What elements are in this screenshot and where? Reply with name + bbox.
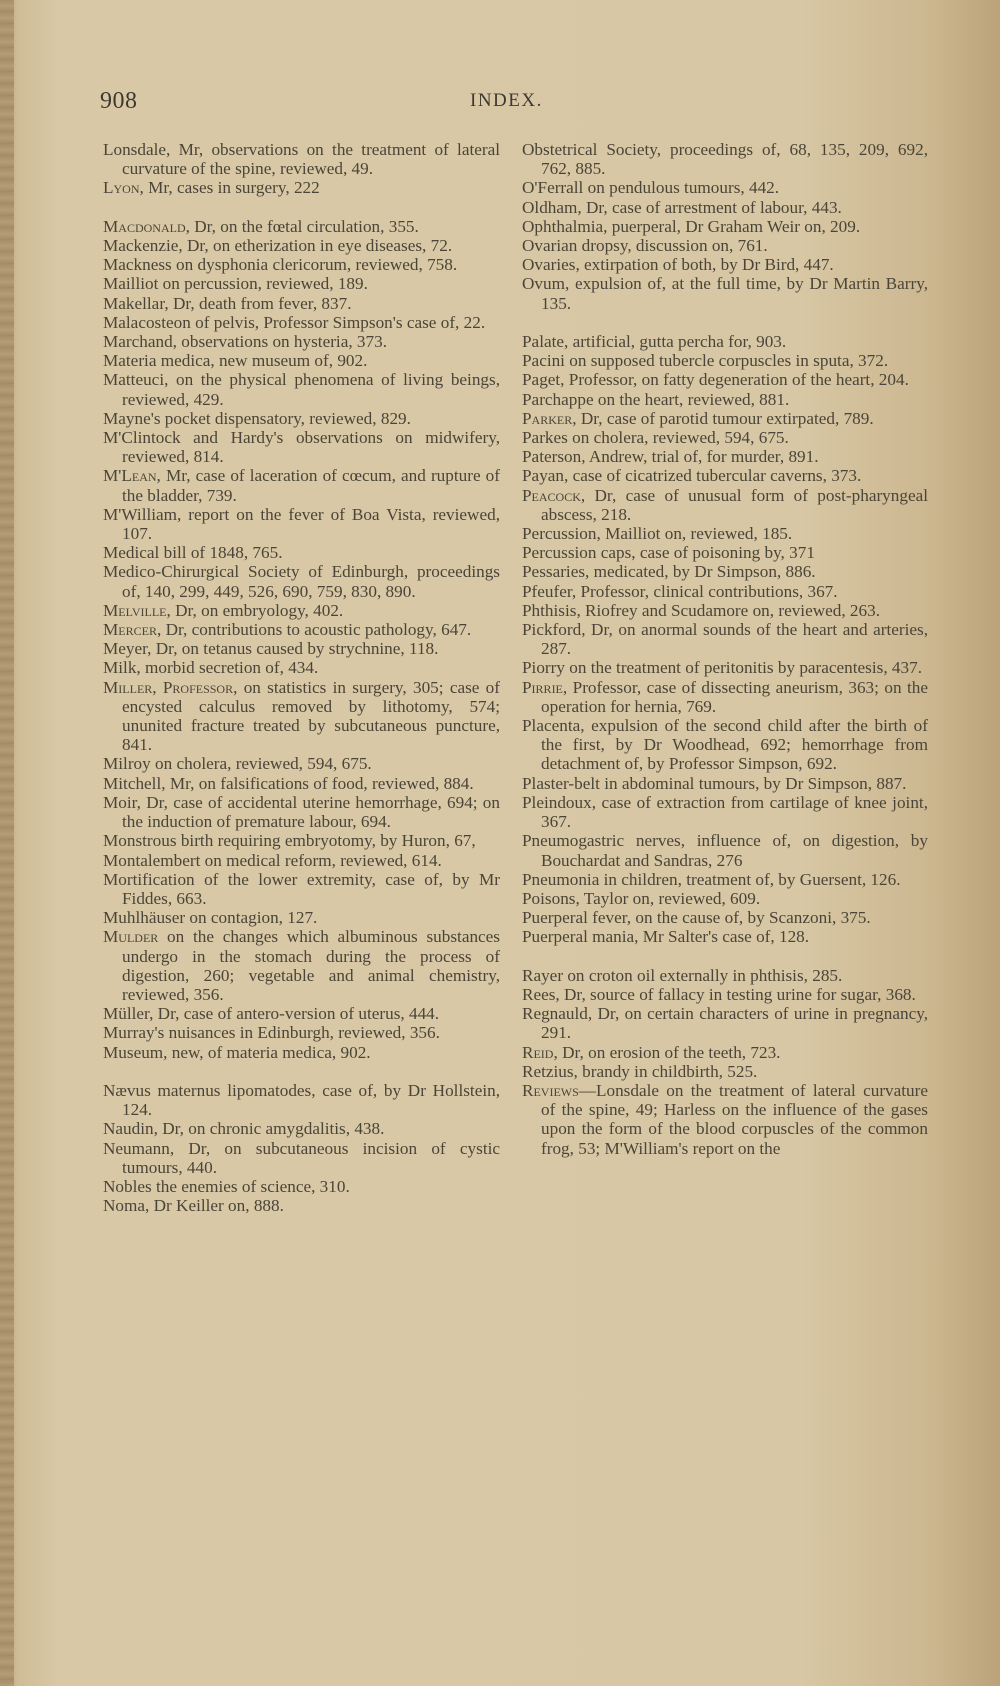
entry-text: O'Ferrall on pendulous tumours, 442. <box>522 178 780 198</box>
entry-text: on the changes which albuminous substances undergo in the stomach during the process of digestion, 260; vegetable and animal chemistry, reviewed, 356. <box>122 927 500 1004</box>
index-entry <box>522 351 928 370</box>
index-entry <box>522 274 928 312</box>
index-entry <box>522 774 928 793</box>
index-entry <box>522 620 928 658</box>
index-entry <box>522 966 928 985</box>
index-entry <box>103 908 500 927</box>
entry-text: Muhlhäuser on contagion, 127. <box>103 908 318 928</box>
index-entry <box>103 562 500 600</box>
entry-text: Paterson, Andrew, trial of, for murder, 891. <box>522 447 819 467</box>
index-entry <box>522 543 928 562</box>
index-entry <box>103 1043 500 1062</box>
entry-text: Percussion caps, case of poisoning by, 371 <box>522 543 815 563</box>
entry-heading: Reviews <box>522 1080 579 1100</box>
index-column-right <box>522 140 928 1158</box>
index-entry <box>103 1196 500 1215</box>
index-entry <box>103 1004 500 1023</box>
entry-text: Oldham, Dr, case of arrestment of labour, 443. <box>522 197 842 217</box>
entry-text: Paget, Professor, on fatty degeneration of the heart, 204. <box>522 370 909 390</box>
index-entry <box>522 524 928 543</box>
entry-text: Ovum, expulsion of, at the full time, by Dr Martin Barry, 135. <box>522 274 928 313</box>
entry-text: Rees, Dr, source of fallacy in testing urine for sugar, 368. <box>522 984 916 1004</box>
entry-heading: Parker <box>522 408 573 428</box>
index-entry <box>103 505 500 543</box>
entry-text: Ovarian dropsy, discussion on, 761. <box>522 236 768 256</box>
entry-text: Moir, Dr, case of accidental uterine hemorrhage, 694; on the induction of premature labour, 694. <box>103 792 500 832</box>
entry-text: Milroy on cholera, reviewed, 594, 675. <box>103 754 372 774</box>
entry-text: Obstetrical Society, proceedings of, 68, 135, 209, 692, 762, 885. <box>522 140 928 179</box>
entry-text: Neumann, Dr, on subcutaneous incision of cystic tumours, 440. <box>103 1138 500 1177</box>
entry-heading: Macdonald <box>103 216 186 236</box>
index-entry <box>103 774 500 793</box>
entry-text: Payan, case of cicatrized tubercular caverns, 373. <box>522 466 862 486</box>
index-entry <box>522 466 928 485</box>
entry-heading: Mercer <box>103 620 157 640</box>
index-entry <box>103 313 500 332</box>
entry-text: Rayer on croton oil externally in phthisis, 285. <box>522 965 843 985</box>
index-entry <box>103 140 500 178</box>
entry-text: , Dr, case of unusual form of post-pharyngeal abscess, 218. <box>541 485 928 524</box>
entry-text: Makellar, Dr, death from fever, 837. <box>103 293 352 313</box>
index-entry <box>522 1081 928 1158</box>
entry-text: , Professor, case of dissecting aneurism, 363; on the operation for hernia, 769. <box>541 677 928 716</box>
index-entry <box>103 543 500 562</box>
index-entry <box>103 678 500 755</box>
entry-heading: Reid <box>522 1042 554 1062</box>
index-entry <box>522 236 928 255</box>
running-head: INDEX. <box>470 90 543 111</box>
index-entry <box>522 140 928 178</box>
entry-text: , Dr, case of parotid tumour extirpated, 789. <box>572 408 874 428</box>
entry-text: Plaster-belt in abdominal tumours, by Dr Simpson, 887. <box>522 773 907 793</box>
index-entry <box>103 927 500 1004</box>
entry-text: , Dr, contributions to acoustic pathology, 647. <box>156 620 472 640</box>
entry-text: Pneumogastric nerves, influence of, on digestion, by Bouchardat and Sandras, 276 <box>522 831 928 870</box>
entry-text: Meyer, Dr, on tetanus caused by strychnine, 118. <box>103 639 439 659</box>
entry-text: M'William, report on the fever of Boa Vista, reviewed, 107. <box>103 504 500 544</box>
entry-text: Pleindoux, case of extraction from cartilage of knee joint, 367. <box>522 792 928 832</box>
entry-text: Retzius, brandy in childbirth, 525. <box>522 1061 758 1081</box>
index-entry <box>522 678 928 716</box>
entry-text: Murray's nuisances in Edinburgh, reviewed, 356. <box>103 1023 440 1043</box>
entry-text: , Dr, on erosion of the teeth, 723. <box>553 1042 781 1062</box>
entry-text: Poisons, Taylor on, reviewed, 609. <box>522 888 761 908</box>
entry-text: , on statistics in surgery, 305; case of encysted calculus removed by lithotomy, 574; ununited fracture treated by subcutaneous puncture, 841. <box>122 677 500 755</box>
entry-text: Milk, morbid secretion of, 434. <box>103 658 319 678</box>
index-entry <box>103 870 500 908</box>
index-entry <box>103 658 500 677</box>
entry-text: Placenta, expulsion of the second child after the birth of the first, by Dr Woodhead, 692; hemorrhage from detachment of, by Professor Simpson, 692. <box>522 716 928 774</box>
index-entry <box>103 1119 500 1138</box>
index-entry <box>103 409 500 428</box>
entry-text: Piorry on the treatment of peritonitis by paracentesis, 437. <box>522 658 922 678</box>
index-entry <box>522 255 928 274</box>
index-entry <box>103 1139 500 1177</box>
entry-text: Monstrous birth requiring embryotomy, by Huron, 67, <box>103 831 476 851</box>
entry-text: Pacini on supposed tubercle corpuscles in sputa, 372. <box>522 351 889 371</box>
section-gap <box>522 313 928 332</box>
index-entry <box>103 1081 500 1119</box>
index-entry <box>522 870 928 889</box>
index-entry <box>103 639 500 658</box>
entry-text: Matteuci, on the physical phenomena of living beings, reviewed, 429. <box>103 370 500 409</box>
entry-text: Mackenzie, Dr, on etherization in eye diseases, 72. <box>103 236 453 255</box>
index-entry <box>103 217 500 236</box>
index-entry <box>103 466 500 504</box>
index-entry <box>522 908 928 927</box>
entry-text: Marchand, observations on hysteria, 373. <box>103 332 388 352</box>
index-entry <box>522 428 928 447</box>
entry-heading: Pirrie <box>522 677 563 697</box>
index-entry <box>103 851 500 870</box>
entry-text: Pfeufer, Professor, clinical contributions, 367. <box>522 581 838 601</box>
entry-text: Medical bill of 1848, 765. <box>103 543 283 563</box>
index-entry <box>522 178 928 197</box>
entry-text: Ovaries, extirpation of both, by Dr Bird, 447. <box>522 255 834 275</box>
index-entry <box>103 793 500 831</box>
index-column-left <box>103 140 500 1215</box>
entry-text: Mayne's pocket dispensatory, reviewed, 829. <box>103 408 411 428</box>
entry-heading: Lyon <box>103 178 140 198</box>
entry-heading: Miller, Professor <box>103 677 234 697</box>
entry-heading: Peacock <box>522 485 581 505</box>
entry-heading: Mulder <box>103 927 159 947</box>
index-entry <box>103 428 500 466</box>
index-entry <box>522 1004 928 1042</box>
index-entry <box>103 601 500 620</box>
index-entry <box>522 447 928 466</box>
index-entry <box>522 601 928 620</box>
entry-text: Parchappe on the heart, reviewed, 881. <box>522 389 790 409</box>
entry-text: Phthisis, Riofrey and Scudamore on, reviewed, 263. <box>522 600 881 620</box>
entry-text: Museum, new, of materia medica, 902. <box>103 1042 371 1062</box>
section-gap <box>103 1062 500 1081</box>
page-gutter <box>0 0 14 1686</box>
index-entry <box>522 1043 928 1062</box>
entry-text: Montalembert on medical reform, reviewed, 614. <box>103 850 442 870</box>
page-header <box>100 88 930 118</box>
index-entry <box>522 332 928 351</box>
entry-text: , Dr, on embryology, 402. <box>166 600 344 620</box>
entry-text: Mailliot on percussion, reviewed, 189. <box>103 274 368 294</box>
index-entry <box>522 562 928 581</box>
index-entry <box>522 927 928 946</box>
index-entry <box>103 1177 500 1196</box>
index-entry <box>103 274 500 293</box>
index-entry <box>522 1062 928 1081</box>
entry-text: Percussion, Mailliot on, reviewed, 185. <box>522 524 793 544</box>
entry-text: Mortification of the lower extremity, case of, by Mr Fiddes, 663. <box>103 869 500 908</box>
index-entry <box>522 486 928 524</box>
entry-text: Regnauld, Dr, on certain characters of urine in pregnancy, 291. <box>522 1004 928 1043</box>
entry-text: Puerperal mania, Mr Salter's case of, 128. <box>522 927 810 947</box>
entry-text: Müller, Dr, case of antero-version of uterus, 444. <box>103 1004 440 1024</box>
index-entry <box>522 390 928 409</box>
index-entry <box>103 294 500 313</box>
index-entry <box>103 351 500 370</box>
index-entry <box>522 409 928 428</box>
entry-text: Parkes on cholera, reviewed, 594, 675. <box>522 428 789 448</box>
index-entry <box>522 370 928 389</box>
section-gap <box>103 198 500 217</box>
entry-heading: M'Lean <box>103 466 157 486</box>
index-entry <box>522 985 928 1004</box>
entry-text: Palate, artificial, gutta percha for, 903. <box>522 332 787 352</box>
entry-text: Mackness on dysphonia clericorum, reviewed, 758. <box>103 255 458 275</box>
index-entry <box>522 582 928 601</box>
index-entry <box>103 236 500 255</box>
index-entry <box>103 620 500 639</box>
entry-text: Medico-Chirurgical Society of Edinburgh, proceedings of, 140, 299, 449, 526, 690, 759, 830, 890. <box>103 562 500 601</box>
entry-text: Malacosteon of pelvis, Professor Simpson's case of, 22. <box>103 312 486 332</box>
entry-text: , Dr, on the fœtal circulation, 355. <box>185 216 419 236</box>
entry-text: Materia medica, new museum of, 902. <box>103 351 368 371</box>
index-entry <box>103 370 500 408</box>
index-entry <box>103 1023 500 1042</box>
page-number: 908 <box>100 88 138 114</box>
index-entry <box>522 889 928 908</box>
entry-text: Mitchell, Mr, on falsifications of food, reviewed, 884. <box>103 773 474 793</box>
index-entry <box>103 178 500 197</box>
entry-text: M'Clintock and Hardy's observations on midwifery, reviewed, 814. <box>103 428 500 467</box>
entry-text: Naudin, Dr, on chronic amygdalitis, 438. <box>103 1119 385 1139</box>
entry-text: , Mr, cases in surgery, 222 <box>139 178 320 198</box>
entry-text: Noma, Dr Keiller on, 888. <box>103 1196 284 1216</box>
index-entry <box>522 217 928 236</box>
entry-text: Ophthalmia, puerperal, Dr Graham Weir on, 209. <box>522 216 861 236</box>
entry-text: Lonsdale, Mr, observations on the treatment of lateral curvature of the spine, reviewed, 49. <box>103 140 500 179</box>
entry-text: , Mr, case of laceration of cœcum, and rupture of the bladder, 739. <box>122 466 500 505</box>
entry-text: Puerperal fever, on the cause of, by Scanzoni, 375. <box>522 908 871 928</box>
index-entry <box>522 658 928 677</box>
index-entry <box>522 831 928 869</box>
index-entry <box>522 793 928 831</box>
index-entry <box>103 332 500 351</box>
index-entry <box>103 831 500 850</box>
index-entry <box>103 754 500 773</box>
entry-text: —Lonsdale on the treatment of lateral curvature of the spine, 49; Harless on the influence of the gases upon the form of the blood corpuscles of the common frog, 53; M'William's report on the <box>541 1080 928 1158</box>
entry-heading: Melville <box>103 600 167 620</box>
entry-text: Pessaries, medicated, by Dr Simpson, 886. <box>522 562 816 582</box>
entry-text: Nobles the enemies of science, 310. <box>103 1176 350 1196</box>
entry-text: Pickford, Dr, on anormal sounds of the heart and arteries, 287. <box>522 620 928 659</box>
section-gap <box>522 947 928 966</box>
index-entry <box>103 255 500 274</box>
entry-text: Pneumonia in children, treatment of, by Guersent, 126. <box>522 869 901 889</box>
index-entry <box>522 198 928 217</box>
entry-text: Nævus maternus lipomatodes, case of, by Dr Hollstein, 124. <box>103 1080 500 1120</box>
index-entry <box>522 716 928 774</box>
